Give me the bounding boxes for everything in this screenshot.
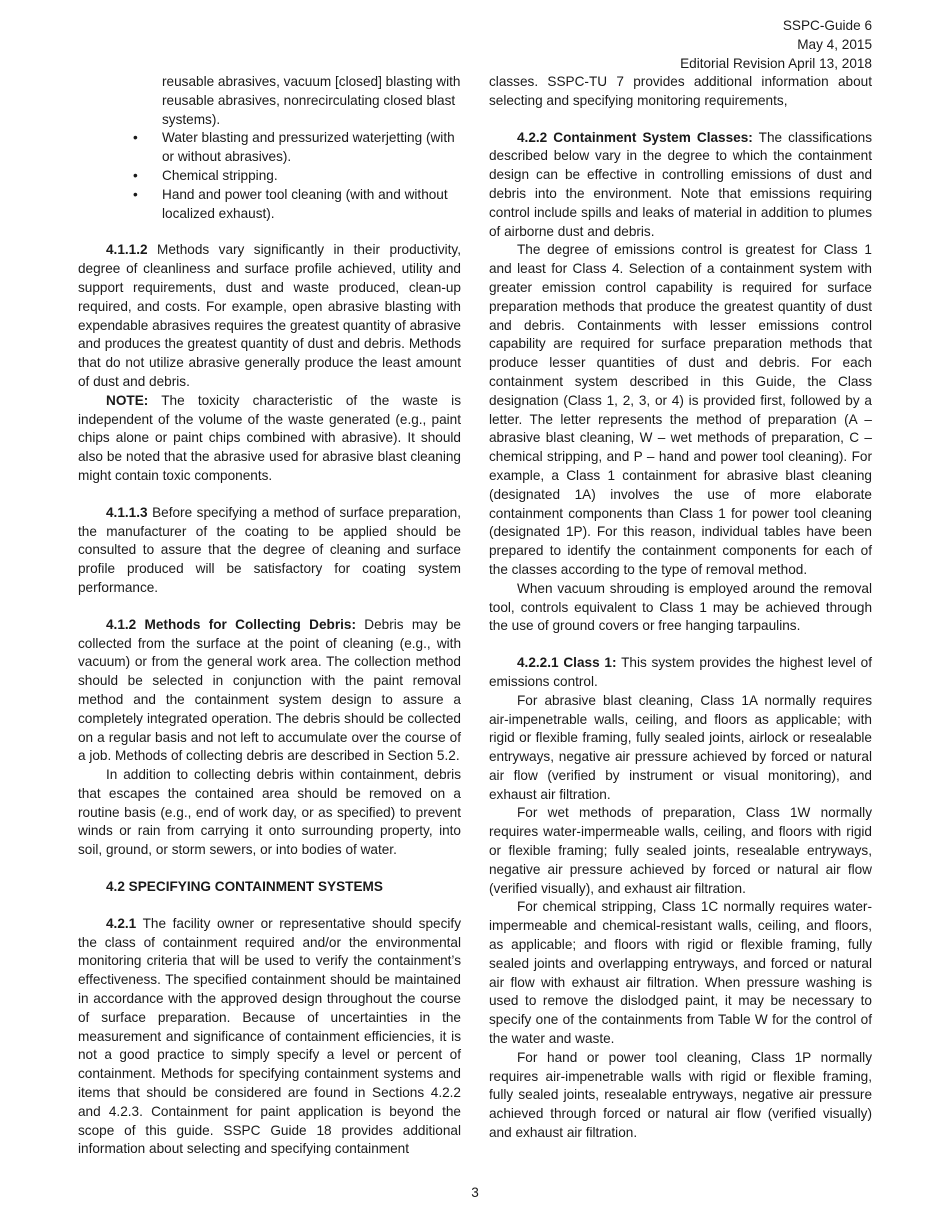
note-paragraph: NOTE: The toxicity characteristic of the waste is independent of the volume of the waste generated (e.g., paint chips alone or paint chips combined with abrasive). It should also be noted that the abrasive used for abrasive blast cleaning might contain toxic components. bbox=[78, 392, 461, 483]
left-column bbox=[78, 73, 461, 1159]
section-heading: 4.1.2 Methods for Collecting Debris: bbox=[106, 616, 356, 632]
paragraph-4-2-1: 4.2.1 The facility owner or representative should specify the class of containment required and/or the environmental monitoring criteria that will be used to verify the containment’s effectiveness. The specified containment should be maintained in accordance with the approved design throughout the course of surface preparation. Because of uncertainties in the measurement and significance of containment efficiencies, it is not a good practice to simply specify a level or percent of containment. Methods for specifying containment systems and items that should be considered are found in Sections 4.2.2 and 4.2.3. Containment for paint application is beyond the scope of this guide. SSPC Guide 18 provides additional information about selecting and specifying containment bbox=[78, 915, 461, 1157]
paragraph-4-2-2-c: When vacuum shrouding is employed around the removal tool, controls equivalent to Class 1 may be achieved through the use of ground covers or free hanging tarpaulins. bbox=[489, 580, 872, 634]
paragraph-class-1a: For abrasive blast cleaning, Class 1A normally requires air-impenetrable walls, ceiling, and floors as applicable; with rigid or flexible framing, fully sealed joints, airlock or resealable entryways, negative air pressure achieved by forced or natural air flow (verified by instrument or visual monitoring), and exhaust air filtration. bbox=[489, 692, 872, 802]
page-header bbox=[680, 16, 872, 73]
paragraph-4-1-1-3: 4.1.1.3 Before specifying a method of surface preparation, the manufacturer of the coating to be applied should be consulted to assure that the degree of cleaning and surface profile produced will be satisfactory for coating system performance. bbox=[78, 504, 461, 595]
section-heading: 4.2.2.1 Class 1: bbox=[517, 655, 617, 671]
paragraph-4-2-2-1: 4.2.2.1 Class 1: This system provides the highest level of emissions control. bbox=[489, 655, 872, 689]
list-item: • Water blasting and pressurized waterjetting (with or without abrasives). bbox=[133, 130, 455, 165]
method-list bbox=[78, 129, 461, 223]
bullet-icon: • bbox=[133, 130, 138, 146]
section-number: 4.2.1 bbox=[106, 915, 137, 931]
paragraph-class-1p: For hand or power tool cleaning, Class 1P normally requires air-impenetrable walls with rigid or flexible framing, fully sealed joints, resealable entryways, negative air pressure achieved through forced or natural air flow (verified visually) and exhaust air filtration. bbox=[489, 1049, 872, 1141]
section-4-2-heading: 4.2 SPECIFYING CONTAINMENT SYSTEMS bbox=[106, 879, 383, 895]
paragraph-4-1-1-2: 4.1.1.2 Methods vary significantly in their productivity, degree of cleanliness and surface profile achieved, utility and support requirements, dust and waste produced, clean-up required, and costs. For example, open abrasive blasting with expendable abrasives requires the greatest quantity of abrasive and produces the greatest quantity of dust and debris. Methods that do not utilize abrasive generally produce the least amount of dust and debris. bbox=[78, 242, 461, 389]
paragraph-continuation: classes. SSPC-TU 7 provides additional information about selecting and specifying monitoring requirements, bbox=[489, 74, 872, 108]
section-number: 4.1.1.3 bbox=[106, 504, 148, 520]
paragraph-class-1c: For chemical stripping, Class 1C normally requires water-impermeable and chemical-resistant walls, ceiling, and floors, as applicable; and floors with rigid or flexible framing, fully sealed joints and overlapping entryways, and forced or natural air flow with exhaust air filtration. When pressure washing is used to remove the dislodged paint, it may be necessary to specify one of the containments from Table W for the control of the water and waste. bbox=[489, 899, 872, 1047]
note-label: NOTE: bbox=[106, 392, 149, 408]
section-number: 4.1.1.2 bbox=[106, 242, 148, 258]
right-column bbox=[489, 73, 872, 1143]
list-continuation: reusable abrasives, vacuum [closed] blasting with reusable abrasives, nonrecirculating closed blast systems). bbox=[162, 74, 461, 127]
paragraph-4-2-2-b: The degree of emissions control is greatest for Class 1 and least for Class 4. Selection of a containment system with greater emission control capability is required for surface preparation methods that produce the greatest quantity of dust and debris. Containments with lesser emissions control capability are required for surface preparation methods that produce lesser quantities of dust and debris. For each containment system described in this Guide, the Class designation (Class 1, 2, 3, or 4) is provided first, followed by a letter. The letter represents the method of preparation (A – abrasive blast cleaning, W – wet methods of preparation, C – chemical stripping, and P – hand and power tool cleaning). For example, a Class 1 containment for abrasive blast cleaning (designated 1A) involves the use of more elaborate containment components than Class 1 for power tool cleaning (designated 1P). For this reason, individual tables have been prepared to identify the containment components for each of the classes according to the type of removal method. bbox=[489, 242, 872, 577]
paragraph-4-1-2-b: In addition to collecting debris within containment, debris that escapes the contained area should be removed on a routine basis (e.g., end of work day, or as specified) to prevent winds or rain from carrying it onto surrounding property, into soil, ground, or storm sewers, or into bodies of water. bbox=[78, 767, 461, 858]
paragraph-4-1-2: 4.1.2 Methods for Collecting Debris: Debris may be collected from the surface at the point of cleaning (e.g., with vacuum) or from the general work area. The collection method should be selected in conjunction with the paint removal method and the containment system design to assure a completely integrated operation. The debris should be collected on a regular basis and not left to accumulate over the course of a job. Methods of collecting debris are described in Section 5.2. bbox=[78, 616, 461, 764]
paragraph-class-1w: For wet methods of preparation, Class 1W normally requires water-impermeable walls, ceiling, and floors with rigid or flexible framing; fully sealed joints, resealable entryways, negative air pressure achieved by forced or natural air flow (verified visually), and exhaust air filtration. bbox=[489, 805, 872, 896]
bullet-icon: • bbox=[133, 186, 138, 202]
doc-id: SSPC-Guide 6 bbox=[782, 18, 872, 33]
doc-date: May 4, 2015 bbox=[797, 37, 872, 52]
page-number: 3 bbox=[471, 1185, 479, 1200]
paragraph-4-2-2: 4.2.2 Containment System Classes: The classifications described below vary in the degree to which the containment design can be effective in controlling emissions of dust and debris into the environment. Note that emissions requiring control include spills and leaks of material in addition to plumes of airborne dust and debris. bbox=[489, 129, 872, 239]
list-item: • Chemical stripping. bbox=[78, 167, 461, 186]
editorial-revision: Editorial Revision April 13, 2018 bbox=[680, 56, 872, 71]
bullet-icon: • bbox=[133, 167, 138, 183]
section-heading: 4.2.2 Containment System Classes: bbox=[517, 129, 753, 145]
list-item: • Hand and power tool cleaning (with and without localized exhaust). bbox=[133, 186, 448, 221]
